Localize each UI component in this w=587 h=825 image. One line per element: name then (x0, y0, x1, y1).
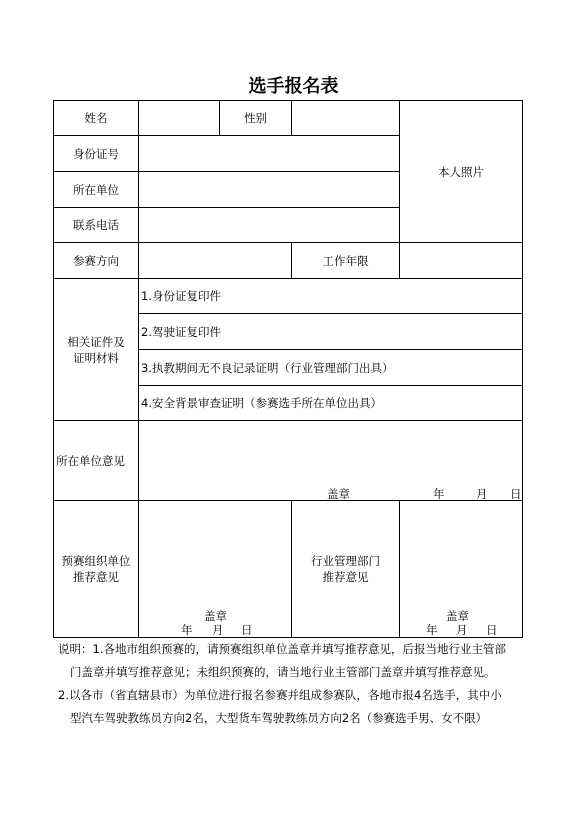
employer-field[interactable] (138, 171, 400, 208)
notes-line-4: 型汽车驾驶教练员方向2名，大型货车驾驶教练员方向2名（参赛选手男、女不限） (70, 711, 488, 725)
document-item[interactable]: 3.执教期间无不良记录证明（行业管理部门出具） (138, 349, 523, 386)
work-years-field[interactable] (399, 242, 523, 279)
industry-seal-text: 盖章 (446, 609, 469, 623)
phone-field[interactable] (138, 207, 400, 243)
documents-label-line1: 相关证件及 (67, 334, 125, 349)
pre-org-label (53, 500, 139, 638)
notes-line-1: 说明：1.各地市组织预赛的，请预赛组织单位盖章并填写推荐意见，后报当地行业主管部 (58, 642, 506, 656)
pre-org-seal-text: 盖章 (204, 609, 227, 623)
name-field[interactable] (138, 100, 220, 136)
direction-field[interactable] (138, 242, 292, 279)
pre-org-date-day: 日 (241, 623, 253, 637)
pre-org-label-line2: 推荐意见 (73, 570, 119, 584)
document-item[interactable]: 2.驾驶证复印件 (138, 313, 523, 350)
notes-line-2: 门盖章并填写推荐意见；未组织预赛的，请当地行业主管部门盖章并填写推荐意见。 (70, 665, 496, 679)
unit-date-year: 年 (433, 487, 445, 501)
notes-line-3: 2.以各市（省直辖县市）为单位进行报名参赛并组成参赛队，各地市报4名选手，其中小 (58, 688, 502, 702)
unit-seal-text: 盖章 (327, 487, 350, 501)
gender-label: 性别 (219, 100, 292, 136)
work-years-label: 工作年限 (291, 242, 400, 279)
form-title: 选手报名表 (248, 76, 339, 97)
industry-label (291, 500, 400, 638)
industry-label-line1: 行业管理部门 (311, 554, 380, 568)
industry-date-year: 年 (426, 623, 438, 637)
documents-label (53, 278, 139, 421)
phone-label: 联系电话 (53, 207, 139, 243)
unit-opinion-label: 所在单位意见 (53, 420, 139, 501)
gender-field[interactable] (291, 100, 400, 136)
unit-date-day: 日 (510, 487, 522, 501)
employer-label: 所在单位 (53, 171, 139, 208)
id-number-label: 身份证号 (53, 135, 139, 172)
photo-box[interactable]: 本人照片 (399, 100, 523, 243)
unit-date-month: 月 (476, 487, 488, 501)
industry-label-line2: 推荐意见 (322, 570, 369, 584)
direction-label: 参赛方向 (53, 242, 139, 279)
name-label: 姓名 (53, 100, 139, 136)
documents-label-line2: 证明材料 (73, 350, 119, 365)
pre-org-date-month: 月 (212, 623, 224, 637)
document-item[interactable]: 1.身份证复印件 (138, 278, 523, 314)
pre-org-date-year: 年 (181, 623, 193, 637)
pre-org-label-line1: 预赛组织单位 (61, 554, 131, 568)
industry-date-day: 日 (486, 623, 498, 637)
industry-date-month: 月 (456, 623, 468, 637)
document-item[interactable]: 4.安全背景审查证明（参赛选手所在单位出具） (138, 385, 523, 421)
id-number-field[interactable] (138, 135, 400, 172)
